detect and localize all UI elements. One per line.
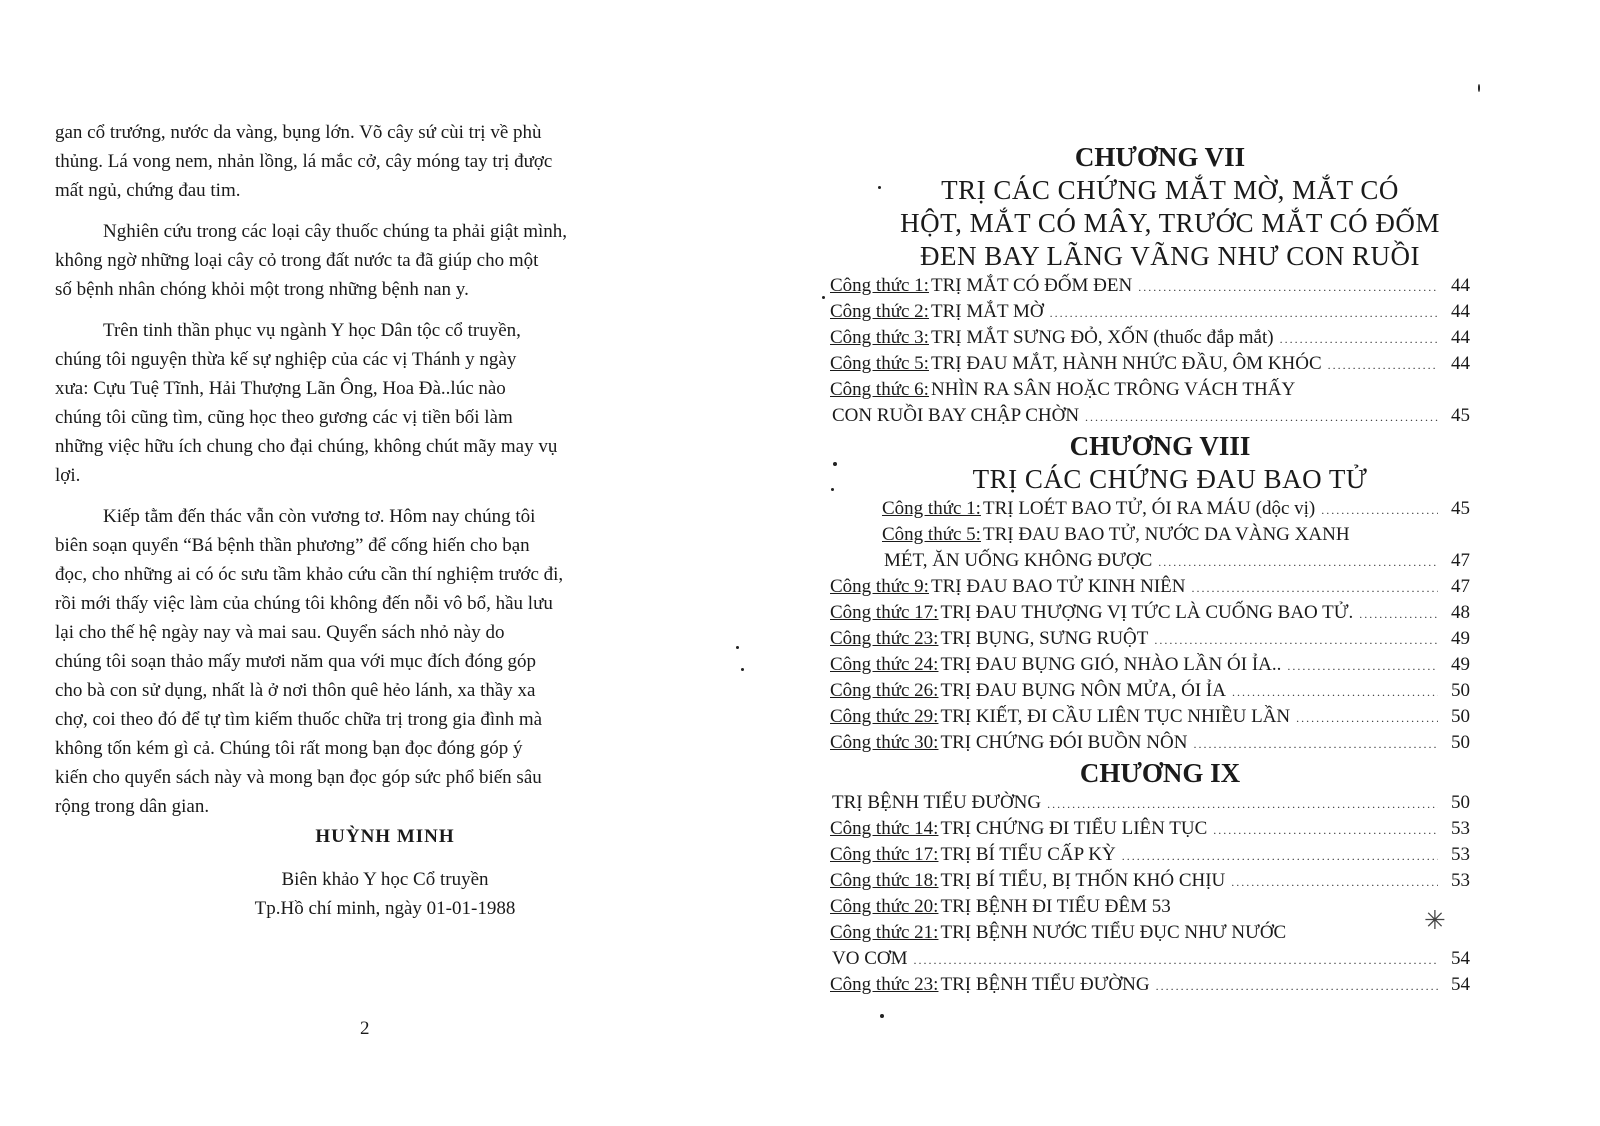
entry-title: TRỊ ĐAU BAO TỬ KINH NIÊN: [930, 576, 1186, 597]
paragraph: [55, 118, 715, 205]
entry-title: TRỊ BÍ TIỂU, BỊ THỐN KHÓ CHỊU: [940, 870, 1226, 891]
entry-page-number: 50: [1451, 792, 1470, 813]
dot-leader: [1154, 627, 1438, 653]
formula-label: Công thức 1:: [882, 498, 981, 519]
paragraph-line: Kiếp tằm đến thác vẫn còn vương tơ. Hôm nay chúng tôi: [103, 506, 536, 527]
entry-page-number: 53: [1451, 870, 1470, 891]
scan-speck: [878, 186, 881, 189]
left-page-body: [55, 118, 715, 833]
signature-block: [55, 822, 715, 923]
entry-title: NHÌN RA SÂN HOẶC TRÔNG VÁCH THẤY: [930, 379, 1296, 400]
toc-entry: [830, 790, 1470, 816]
paragraph-line: thủng. Lá vong nem, nhản lồng, lá mắc cở, cây móng tay trị được: [55, 151, 553, 172]
entry-page-number: 50: [1451, 680, 1470, 701]
paragraph-line: đọc, cho những ai có óc sưu tầm khảo cứu cần thí nghiệm trước đi,: [55, 564, 564, 585]
formula-label: Công thức 2:: [830, 301, 929, 322]
entry-page-number: 44: [1451, 353, 1470, 374]
formula-label: Công thức 5:: [830, 353, 929, 374]
formula-label: Công thức 20:: [830, 896, 939, 917]
formula-label: Công thức 17:: [830, 844, 939, 865]
formula-label: Công thức 5:: [882, 524, 981, 545]
entry-page-number: 47: [1451, 576, 1470, 597]
scan-speck: [880, 1014, 884, 1018]
toc-entry: [830, 816, 1470, 842]
entry-title: TRỊ MẮT MỜ: [930, 301, 1044, 322]
formula-label: Công thức 18:: [830, 870, 939, 891]
entry-title: TRỊ MẮT CÓ ĐỐM ĐEN: [930, 275, 1133, 296]
toc-entry: [830, 652, 1470, 678]
entry-title: TRỊ MẮT SƯNG ĐỎ, XỐN (thuốc đắp mắt): [930, 327, 1274, 348]
paragraph-line: những việc hữu ích chung cho đại chúng, không chút mãy may vụ: [55, 436, 558, 457]
entry-title-continuation: VO CƠM: [832, 948, 908, 969]
toc-entry-continuation: [830, 946, 1470, 972]
toc-entry: [830, 496, 1470, 522]
scan-speck: [831, 488, 834, 491]
formula-label: Công thức 6:: [830, 379, 929, 400]
entry-page-number: 44: [1451, 275, 1470, 296]
formula-label: Công thức 24:: [830, 654, 939, 675]
paragraph-line: rồi mới thấy việc làm của chúng tôi không đến nỗi vô bổ, hầu lưu: [55, 593, 553, 614]
entry-page-number: 48: [1451, 602, 1470, 623]
toc-entry: [830, 377, 1470, 403]
paragraph-line: biên soạn quyển “Bá bệnh thần phương” để cống hiến cho bạn: [55, 535, 530, 556]
dot-leader: [1050, 300, 1438, 326]
entry-title: TRỊ ĐAU THƯỢNG VỊ TỨC LÀ CUỐNG BAO TỬ.: [940, 602, 1354, 623]
dot-leader: [1085, 404, 1438, 430]
entry-title: TRỊ ĐAU BỤNG NÔN MỬA, ÓI ỈA: [940, 680, 1226, 701]
entry-page-number: 47: [1451, 550, 1470, 571]
paragraph-line: cho bà con sử dụng, nhất là ở nơi thôn quê hẻo lánh, xa thầy xa: [55, 680, 536, 701]
dot-leader: [1231, 869, 1438, 895]
chapter-subtitle-line: HỘT, MẮT CÓ MÂY, TRƯỚC MẮT CÓ ĐỐM: [900, 208, 1440, 238]
paragraph-line: mất ngủ, chứng đau tim.: [55, 180, 241, 201]
dot-leader: [1193, 731, 1438, 757]
paragraph-line: Nghiên cứu trong các loại cây thuốc chúng ta phải giật mình,: [103, 221, 568, 242]
toc-entry: [830, 842, 1470, 868]
dot-leader: [1321, 497, 1438, 523]
entry-page-number: 49: [1451, 628, 1470, 649]
entry-title: TRỊ ĐAU BỤNG GIÓ, NHÀO LẦN ÓI ỈA..: [940, 654, 1282, 675]
toc-entry: [830, 894, 1470, 920]
formula-label: Công thức 9:: [830, 576, 929, 597]
dot-leader: [1359, 601, 1438, 627]
place-date: Tp.Hồ chí minh, ngày 01-01-1988: [254, 898, 516, 919]
entry-title: TRỊ ĐAU MẮT, HÀNH NHỨC ĐẦU, ÔM KHÓC: [930, 353, 1322, 374]
scan-speck: [1478, 84, 1480, 92]
entry-page-number: 49: [1451, 654, 1470, 675]
dot-leader: [1191, 575, 1438, 601]
entry-page-number: 50: [1451, 732, 1470, 753]
paragraph-line: số bệnh nhân chóng khỏi một trong những bệnh nan y.: [55, 279, 469, 300]
formula-label: Công thức 3:: [830, 327, 929, 348]
paragraph-line: lợi.: [55, 465, 81, 486]
formula-label: Công thức 30:: [830, 732, 939, 753]
author-name: HUỲNH MINH: [315, 826, 455, 847]
paragraph-line: không tốn kém gì cả. Chúng tôi rất mong bạn đọc đóng góp ý: [55, 738, 523, 759]
entry-page-number: 44: [1451, 327, 1470, 348]
entry-page-number: 53: [1451, 844, 1470, 865]
entry-title: TRỊ ĐAU BAO TỬ, NƯỚC DA VÀNG XANH: [982, 524, 1350, 545]
entry-title: TRỊ BỆNH TIỂU ĐƯỜNG: [832, 792, 1042, 813]
paragraph-line: lại cho thế hệ ngày nay và mai sau. Quyển sách nhỏ này do: [55, 622, 505, 643]
entry-page-number: 45: [1451, 498, 1470, 519]
toc-entry: [830, 920, 1470, 946]
entry-page-number: 54: [1451, 974, 1470, 995]
entry-title: TRỊ BỆNH TIỂU ĐƯỜNG: [940, 974, 1150, 995]
scan-speck: [822, 296, 825, 299]
dot-leader: [1158, 549, 1438, 575]
toc-entry: [830, 626, 1470, 652]
entry-page-number: 53: [1451, 818, 1470, 839]
toc-entry: [830, 351, 1470, 377]
paragraph-line: gan cổ trướng, nước da vàng, bụng lớn. Võ cây sứ cùi trị về phù: [55, 122, 542, 143]
entry-title: TRỊ LOÉT BAO TỬ, ÓI RA MÁU (dộc vị): [982, 498, 1316, 519]
dot-leader: [1213, 817, 1438, 843]
toc-entry: [830, 325, 1470, 351]
entry-page-number: 44: [1451, 301, 1470, 322]
dot-leader: [1047, 791, 1438, 817]
toc-entry: [830, 678, 1470, 704]
toc-entry-continuation: [830, 548, 1470, 574]
toc-entry: [830, 600, 1470, 626]
page-number: 2: [360, 1018, 370, 1039]
paragraph-line: không ngờ những loại cây cỏ trong đất nước ta đã giúp cho một: [55, 250, 539, 271]
dot-leader: [1280, 326, 1438, 352]
paragraph-line: chúng tôi soạn thảo mấy mươi năm qua với mục đích đóng góp: [55, 651, 537, 672]
entry-title: TRỊ BỆNH NƯỚC TIỂU ĐỤC NHƯ NƯỚC: [940, 922, 1287, 943]
paragraph-line: xưa: Cựu Tuệ Tĩnh, Hải Thượng Lãn Ông, Hoa Đà..lúc nào: [55, 378, 506, 399]
formula-label: Công thức 14:: [830, 818, 939, 839]
toc-entry: [830, 704, 1470, 730]
dot-leader: [1156, 973, 1438, 999]
toc-entry: [830, 972, 1470, 998]
formula-label: Công thức 23:: [830, 974, 939, 995]
entry-page-number: 54: [1451, 948, 1470, 969]
toc-entry: [830, 273, 1470, 299]
paragraph: [55, 316, 715, 490]
handwritten-mark-icon: ✳: [1424, 906, 1446, 935]
paragraph: [55, 502, 715, 821]
formula-label: Công thức 1:: [830, 275, 929, 296]
paragraph-line: chúng tôi nguyện thừa kế sự nghiệp của các vị Thánh y ngày: [55, 349, 517, 370]
paragraph-line: chúng tôi cũng tìm, cũng học theo gương các vị tiền bối làm: [55, 407, 513, 428]
entry-title: TRỊ KIẾT, ĐI CẦU LIÊN TỤC NHIỀU LẦN: [940, 706, 1291, 727]
chapter-subtitle-line: TRỊ CÁC CHỨNG ĐAU BAO TỬ: [972, 464, 1368, 494]
paragraph-line: kiến cho quyển sách này và mong bạn đọc góp sức phổ biến sâu: [55, 767, 542, 788]
toc-entry: [830, 574, 1470, 600]
toc-entry-continuation: [830, 403, 1470, 429]
chapter-heading: CHƯƠNG VII: [1074, 142, 1246, 172]
author-title: Biên khảo Y học Cổ truyền: [281, 869, 489, 890]
scan-speck: [736, 646, 739, 649]
table-of-contents: [830, 140, 1470, 998]
scan-speck: [741, 668, 744, 671]
entry-title-continuation: MÉT, ĂN UỐNG KHÔNG ĐƯỢC: [884, 550, 1153, 571]
dot-leader: [913, 947, 1438, 973]
formula-label: Công thức 26:: [830, 680, 939, 701]
toc-entry: [830, 299, 1470, 325]
dot-leader: [1296, 705, 1438, 731]
toc-entry: [830, 522, 1470, 548]
entry-page-number: 45: [1451, 405, 1470, 426]
paragraph-line: rộng trong dân gian.: [55, 796, 210, 817]
chapter-subtitle-line: TRỊ CÁC CHỨNG MẮT MỜ, MẮT CÓ: [941, 175, 1399, 205]
scan-speck: [833, 462, 837, 466]
entry-title: TRỊ CHỨNG ĐI TIỂU LIÊN TỤC: [940, 818, 1208, 839]
entry-page-number: 50: [1451, 706, 1470, 727]
entry-title: TRỊ BỤNG, SƯNG RUỘT: [940, 628, 1149, 649]
formula-label: Công thức 23:: [830, 628, 939, 649]
dot-leader: [1138, 274, 1438, 300]
chapter-subtitle-line: ĐEN BAY LÃNG VÃNG NHƯ CON RUỒI: [920, 241, 1420, 271]
chapter-heading: CHƯƠNG VIII: [1069, 431, 1251, 461]
entry-title: TRỊ BÍ TIỂU CẤP KỲ: [940, 844, 1116, 865]
formula-label: Công thức 29:: [830, 706, 939, 727]
paragraph: [55, 217, 715, 304]
dot-leader: [1287, 653, 1438, 679]
formula-label: Công thức 17:: [830, 602, 939, 623]
entry-title: TRỊ CHỨNG ĐÓI BUỒN NÔN: [940, 732, 1188, 753]
paragraph-line: Trên tinh thần phục vụ ngành Y học Dân tộc cổ truyền,: [103, 320, 521, 341]
toc-entry: [830, 868, 1470, 894]
dot-leader: [1328, 352, 1438, 378]
paragraph-line: chợ, coi theo đó để tự tìm kiếm thuốc chữa trị trong gia đình mà: [55, 709, 543, 730]
dot-leader: [1232, 679, 1438, 705]
formula-label: Công thức 21:: [830, 922, 939, 943]
entry-title-continuation: CON RUỒI BAY CHẬP CHỜN: [832, 405, 1080, 426]
toc-entry: [830, 730, 1470, 756]
chapter-heading: CHƯƠNG IX: [1079, 758, 1241, 788]
dot-leader: [1122, 843, 1438, 869]
entry-title: TRỊ BỆNH ĐI TIỂU ĐÊM 53: [940, 896, 1171, 917]
